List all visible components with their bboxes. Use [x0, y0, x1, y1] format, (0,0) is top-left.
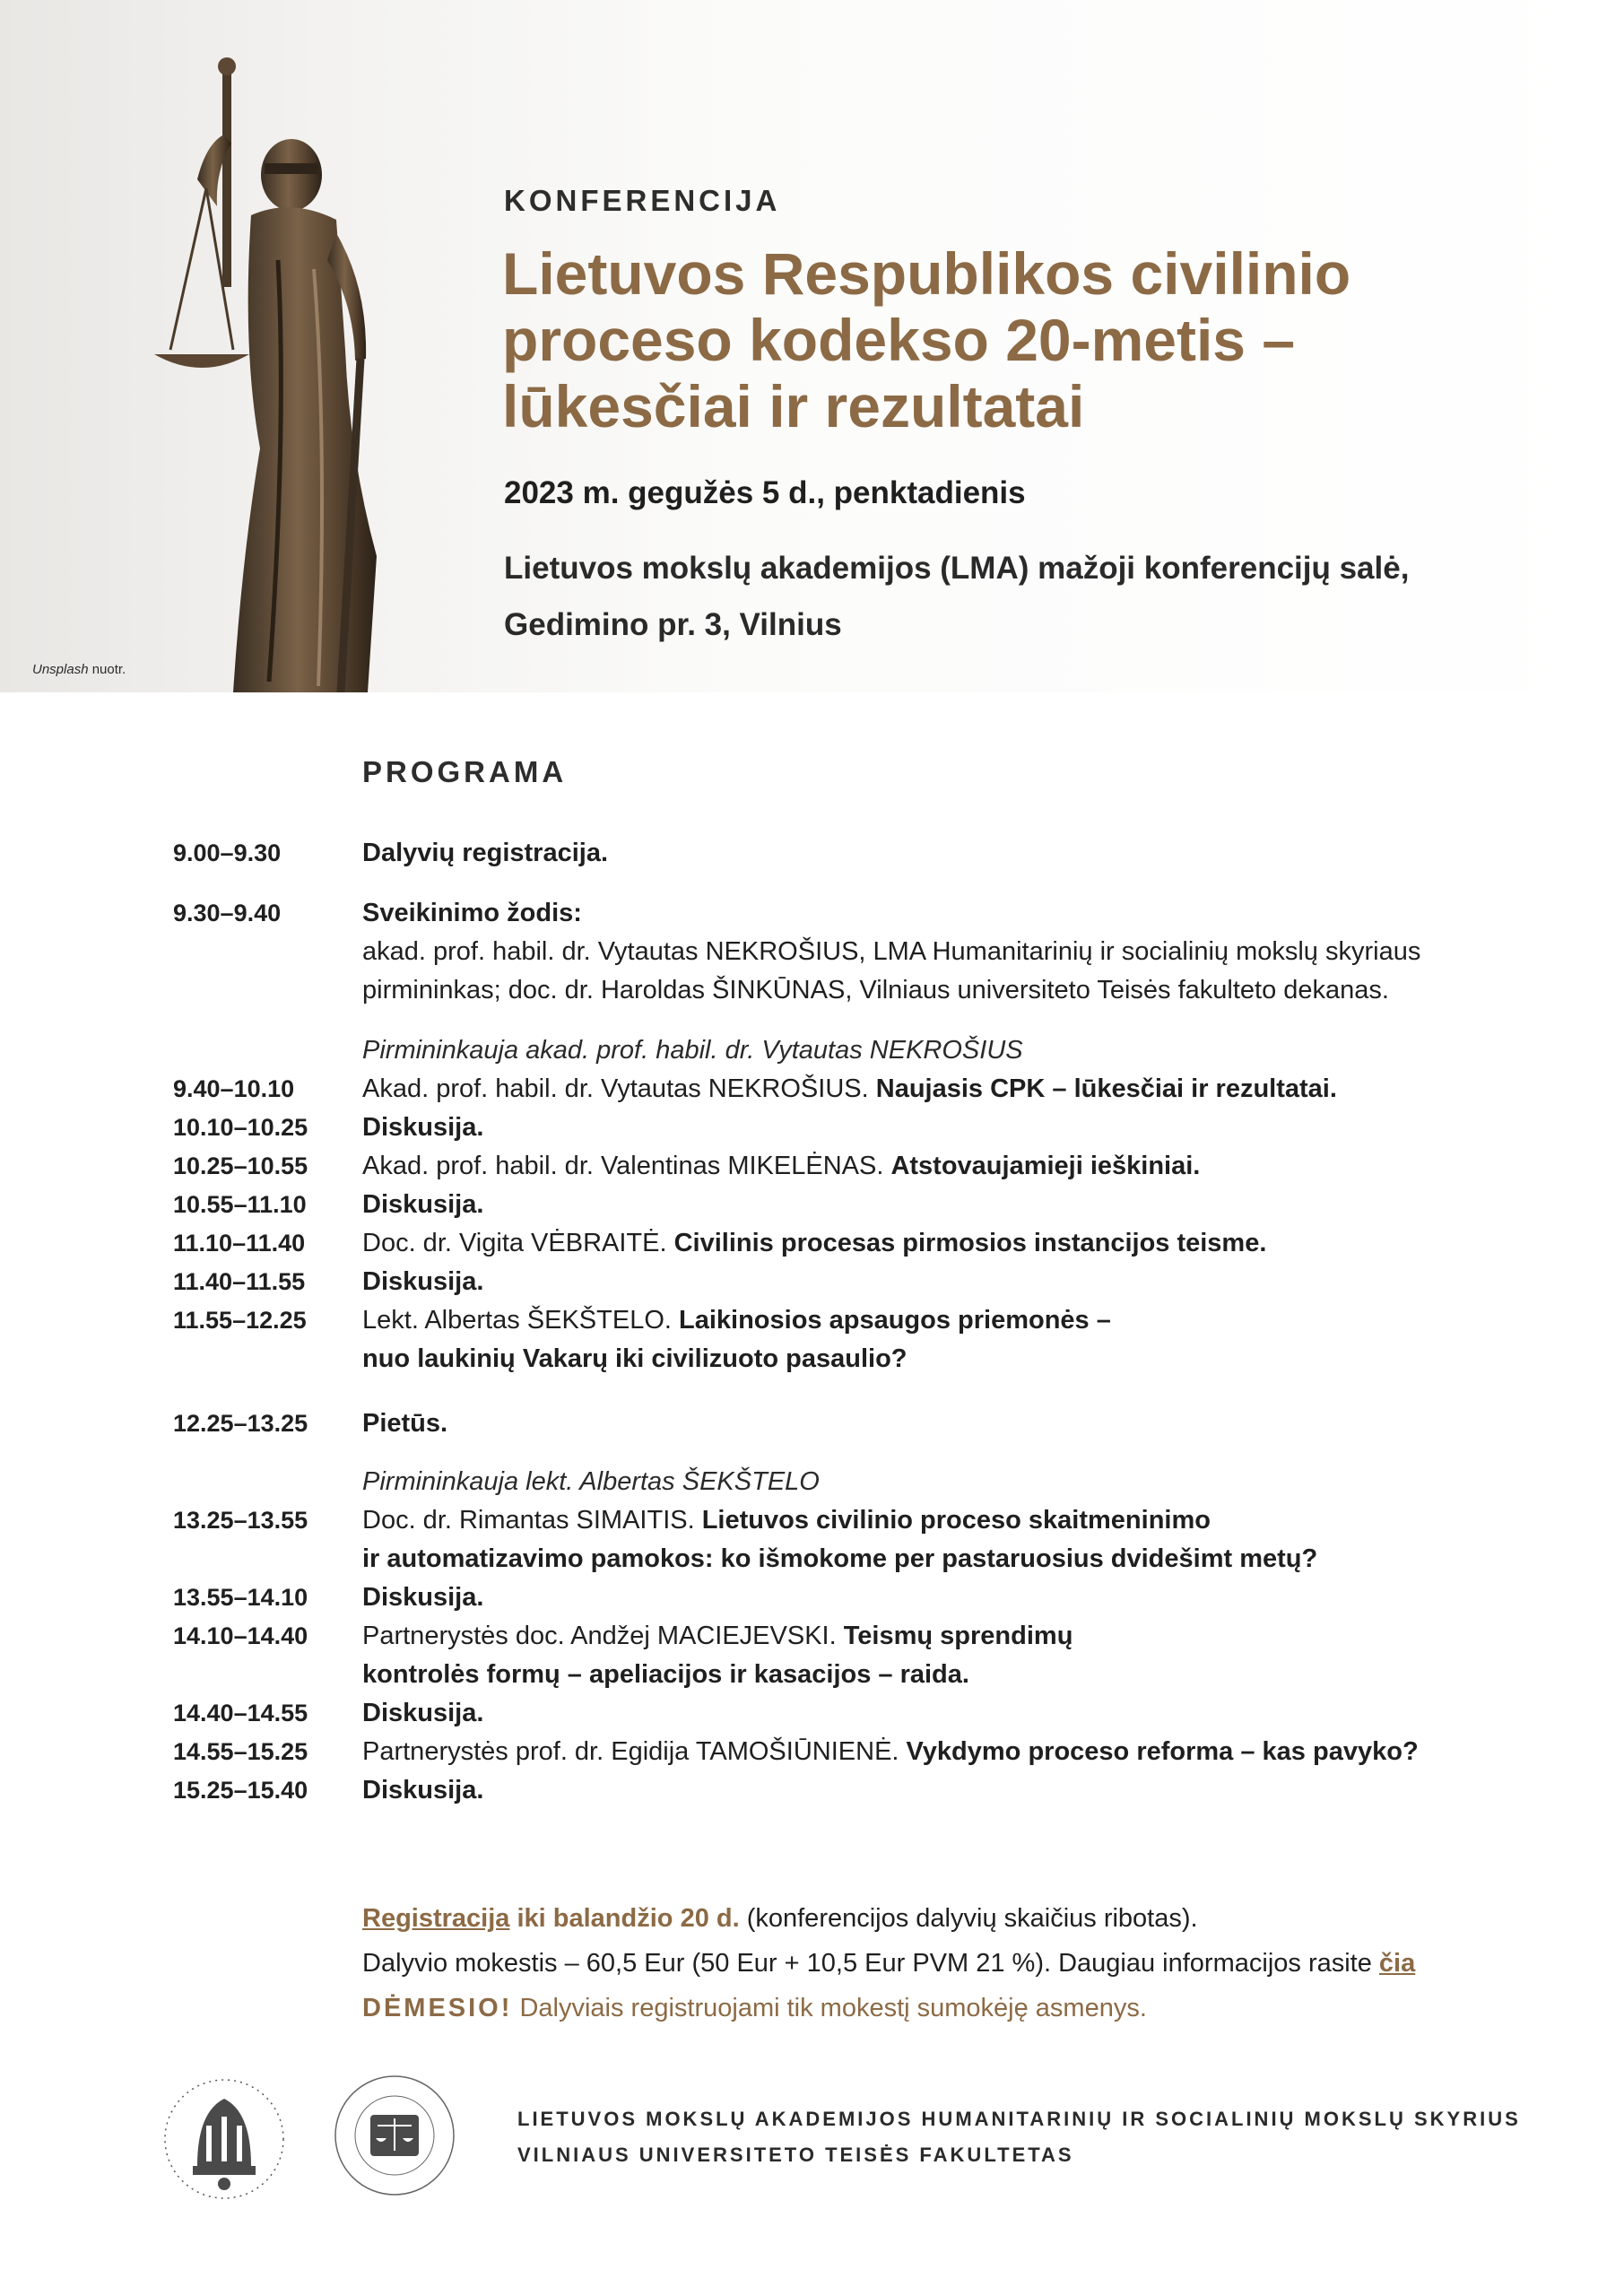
vu-law-faculty-seal-logo: [327, 2068, 462, 2203]
program-description: Doc. dr. Rimantas SIMAITIS. Lietuvos civilinio proceso skaitmeninimo: [362, 1506, 1211, 1535]
program-description: Lekt. Albertas ŠEKŠTELO. Laikinosios apsaugos priemonės –: [362, 1306, 1111, 1335]
photo-credit: Unsplash nuotr.: [32, 662, 126, 677]
organizer-line: VILNIAUS UNIVERSITETO TEISĖS FAKULTETAS: [517, 2144, 1074, 2166]
program-description: Diskusija.: [362, 1190, 484, 1219]
program-time: 11.10–11.40: [173, 1230, 306, 1257]
program-description: nuo laukinių Vakarų iki civilizuoto pasaulio?: [362, 1344, 908, 1373]
program-time: 14.55–15.25: [173, 1738, 308, 1765]
event-venue: [504, 540, 1562, 653]
event-title-line: lūkesčiai ir rezultatai: [502, 373, 1085, 439]
attention-line: [362, 1989, 1564, 2028]
event-title-line: proceso kodekso 20-metis –: [502, 307, 1296, 373]
program-heading: PROGRAMA: [362, 755, 568, 788]
venue-line: Lietuvos mokslų akademijos (LMA) mažoji konferencijų salė,: [504, 551, 1410, 586]
more-info-link[interactable]: čia: [1378, 1949, 1416, 1978]
program-time: 10.10–10.25: [173, 1114, 308, 1141]
program-description: Diskusija.: [362, 1776, 484, 1805]
lady-justice-statue-image: [135, 54, 439, 692]
program-time: 9.30–9.40: [173, 900, 282, 926]
program-time: 13.55–14.10: [173, 1584, 308, 1611]
registration-deadline: iki balandžio 20 d.: [509, 1904, 740, 1933]
registration-note: (konferencijos dalyvių skaičius ribotas).: [739, 1904, 1198, 1933]
event-title: [502, 240, 1542, 439]
program-time: 11.55–12.25: [173, 1307, 307, 1334]
program-description: pirmininkas; doc. dr. Haroldas ŠINKŪNAS, Vilniaus universiteto Teisės fakulteto dekanas.: [362, 976, 1389, 1004]
program-time: 15.25–15.40: [173, 1777, 308, 1804]
program-time: 10.25–10.55: [173, 1152, 308, 1179]
registration-link[interactable]: Registracija: [362, 1904, 510, 1933]
program-description: Pietūs.: [362, 1409, 448, 1438]
program-description: Diskusija.: [362, 1113, 484, 1142]
program-description: Doc. dr. Vigita VĖBRAITĖ. Civilinis procesas pirmosios instancijos teisme.: [362, 1229, 1267, 1257]
program-time: 11.40–11.55: [173, 1268, 306, 1295]
registration-line: [362, 1900, 1564, 1938]
lma-academy-seal-logo: [152, 2063, 296, 2215]
organizer-line: LIETUVOS MOKSLŲ AKADEMIJOS HUMANITARINIŲ IR SOCIALINIŲ MOKSLŲ SKYRIUS: [517, 2108, 1521, 2130]
program-time: 14.10–14.40: [173, 1622, 308, 1649]
program-time: 9.00–9.30: [173, 839, 282, 866]
event-title-line: Lietuvos Respublikos civilinio: [502, 240, 1351, 307]
attention-text: Dalyviais registruojami tik mokestį sumokėję asmenys.: [512, 1994, 1147, 2022]
venue-line: Gedimino pr. 3, Vilnius: [504, 607, 842, 642]
program-description: Partnerystės doc. Andžej MACIEJEVSKI. Teismų sprendimų: [362, 1622, 1073, 1650]
session-chair: Pirmininkauja akad. prof. habil. dr. Vytautas NEKROŠIUS: [362, 1036, 1023, 1065]
program-time: 10.55–11.10: [173, 1191, 307, 1218]
session-chair: Pirmininkauja lekt. Albertas ŠEKŠTELO: [362, 1467, 820, 1496]
program-description: Akad. prof. habil. dr. Vytautas NEKROŠIUS. Naujasis CPK – lūkesčiai ir rezultatai.: [362, 1074, 1337, 1103]
program-description: Akad. prof. habil. dr. Valentinas MIKELĖNAS. Atstovaujamieji ieškiniai.: [362, 1152, 1201, 1180]
program-description: Diskusija.: [362, 1699, 484, 1727]
program-description: Sveikinimo žodis:: [362, 899, 582, 927]
fee-line: [362, 1944, 1564, 1983]
program-description: Diskusija.: [362, 1583, 484, 1612]
attention-label: DĖMESIO!: [362, 1994, 513, 2022]
event-kicker: KONFERENCIJA: [504, 184, 781, 217]
program-time: 9.40–10.10: [173, 1075, 295, 1102]
program-description: Partnerystės prof. dr. Egidija TAMOŠIŪNIENĖ. Vykdymo proceso reforma – kas pavyko?: [362, 1737, 1419, 1766]
program-time: 12.25–13.25: [173, 1410, 308, 1437]
fee-text: Dalyvio mokestis – 60,5 Eur (50 Eur + 10,5 Eur PVM 21 %). Daugiau informacijos rasite: [362, 1949, 1379, 1978]
program-description: ir automatizavimo pamokos: ko išmokome per pastaruosius dvidešimt metų?: [362, 1544, 1318, 1573]
program-time: 14.40–14.55: [173, 1700, 308, 1726]
event-date: 2023 m. gegužės 5 d., penktadienis: [504, 475, 1026, 510]
program-description: Dalyvių registracija.: [362, 839, 609, 867]
program-description: Diskusija.: [362, 1267, 484, 1296]
program-description: akad. prof. habil. dr. Vytautas NEKROŠIUS, LMA Humanitarinių ir socialinių mokslų skyriaus: [362, 937, 1421, 966]
hero-banner: [0, 0, 1624, 692]
program-description: kontrolės formų – apeliacijos ir kasacijos – raida.: [362, 1660, 969, 1689]
program-time: 13.25–13.55: [173, 1507, 308, 1534]
